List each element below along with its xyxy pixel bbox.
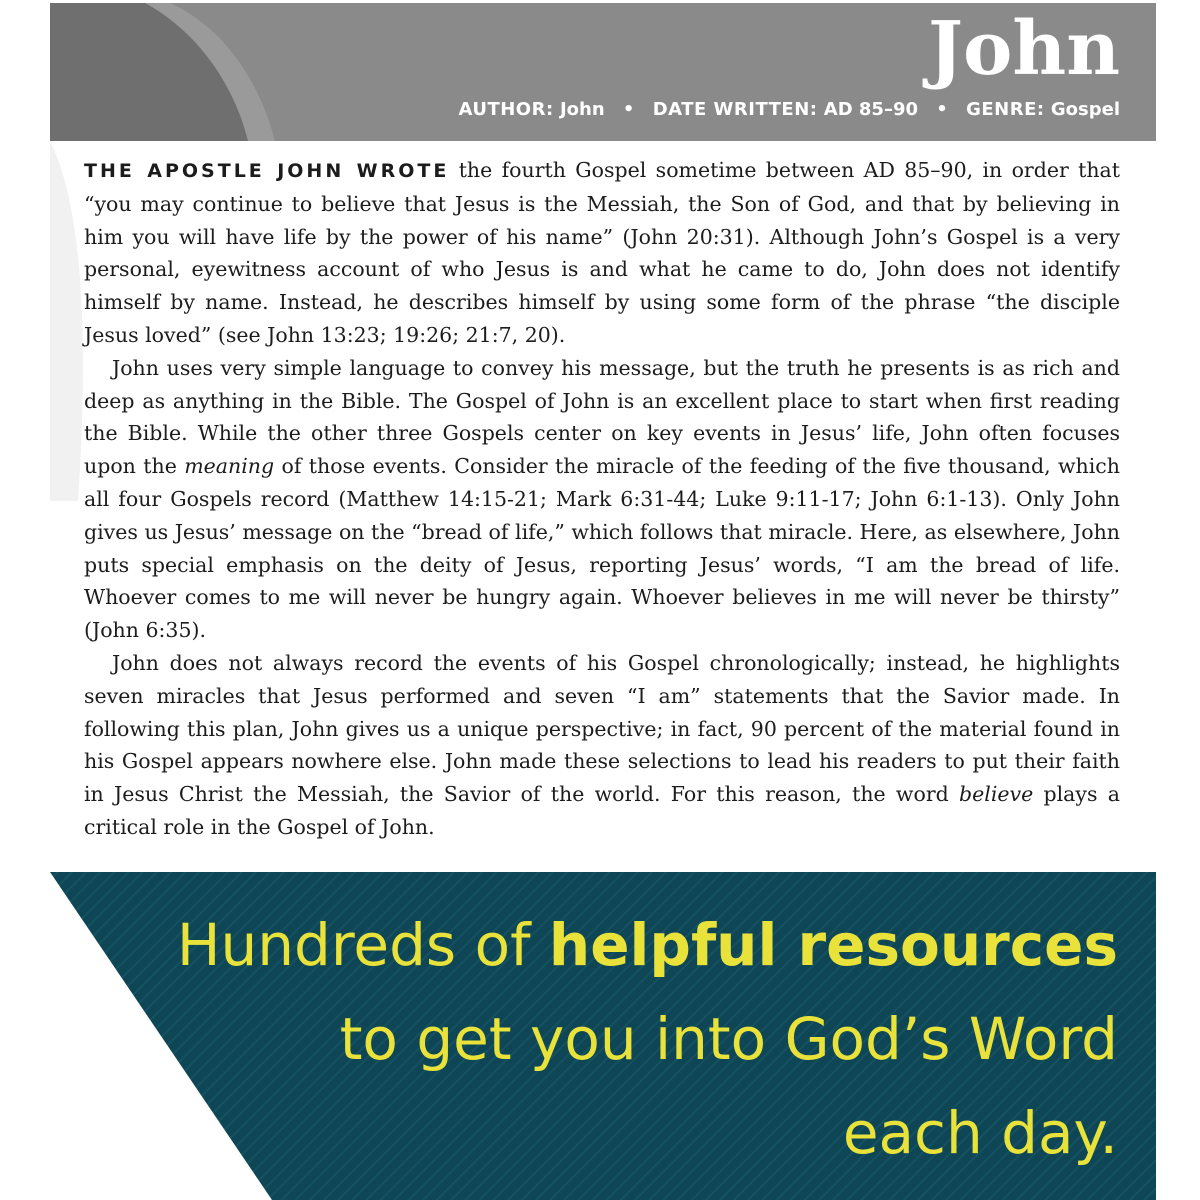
- promo-text: [118, 898, 1118, 1180]
- book-meta-line: [458, 95, 1120, 125]
- intro-text: [84, 154, 1120, 844]
- promo-line: [118, 898, 1118, 992]
- genre-key: GENRE:: [966, 99, 1045, 120]
- author-value: John: [559, 99, 605, 120]
- emphasis-word: believe: [959, 782, 1034, 807]
- promo-line-text: Hundreds of: [176, 911, 549, 979]
- book-title: John: [928, 6, 1120, 92]
- author-key: AUTHOR:: [458, 99, 554, 120]
- intro-lead-in: THE APOSTLE JOHN WROTE: [84, 160, 450, 182]
- meta-separator: •: [622, 99, 635, 120]
- emphasis-word: meaning: [184, 454, 275, 479]
- genre-value: Gospel: [1050, 99, 1120, 120]
- intro-paragraph: [84, 154, 1120, 352]
- intro-paragraph-text: of those events. Consider the miracle of the feeding of the five thousand, which all four Gospels record (Matthew 14:15-21; Mark 6:31-44; Luke 9:11-17; John 6:1-13). Only John gives us Jesus’ message on the “bread of life,” which follows that miracle. Here, as elsewhere, John puts special emphasis on the deity of Jesus, reporting Jesus’ words, “I am the bread of life. Whoever comes to me will never be hungry again. Whoever believes in me will never be thirsty” (John 6:35).: [84, 454, 1120, 643]
- date-value: AD 85–90: [823, 99, 919, 120]
- intro-paragraph-text: John does not always record the events of his Gospel chronologically; instead, he highlights seven miracles that Jesus performed and seven “I am” statements that the Savior made. In following this plan, John gives us a unique perspective; in fact, 90 percent of the material found in his Gospel appears nowhere else. John made these selections to lead his readers to put their faith in Jesus Christ the Messiah, the Savior of the world. For this reason, the word: [84, 650, 1120, 807]
- intro-paragraph: [84, 352, 1120, 647]
- date-key: DATE WRITTEN:: [652, 99, 818, 120]
- promo-line: each day.: [842, 1099, 1118, 1167]
- intro-paragraph-text: John uses very simple language to convey his message, but the truth he presents is as rich and deep as anything in the Bible. The Gospel of John is an excellent place to start when first reading the Bible. While the other three Gospels center on key events in Jesus’ life, John often focuses upon the: [84, 355, 1120, 479]
- book-header-band: [50, 3, 1156, 141]
- meta-separator: •: [936, 99, 948, 120]
- header-swoosh-decoration: [50, 3, 280, 141]
- promo-line: to get you into God’s Word: [339, 1005, 1118, 1073]
- intro-paragraph-text: the fourth Gospel sometime between AD 85–90, in order that “you may continue to believe that Jesus is the Messiah, the Son of God, and that by believing in him you will have life by the power of his name” (John 20:31). Although John’s Gospel is a very personal, eyewitness account of who Jesus is and what he came to do, John does not identify himself by name. Instead, he describes himself by using some form of the phrase “the disciple Jesus loved” (see John 13:23; 19:26; 21:7, 20).: [84, 158, 1121, 347]
- intro-paragraph-text: plays a critical role in the Gospel of John.: [84, 782, 1120, 839]
- promo-highlight: helpful resources: [548, 911, 1118, 979]
- intro-paragraph: [84, 647, 1120, 844]
